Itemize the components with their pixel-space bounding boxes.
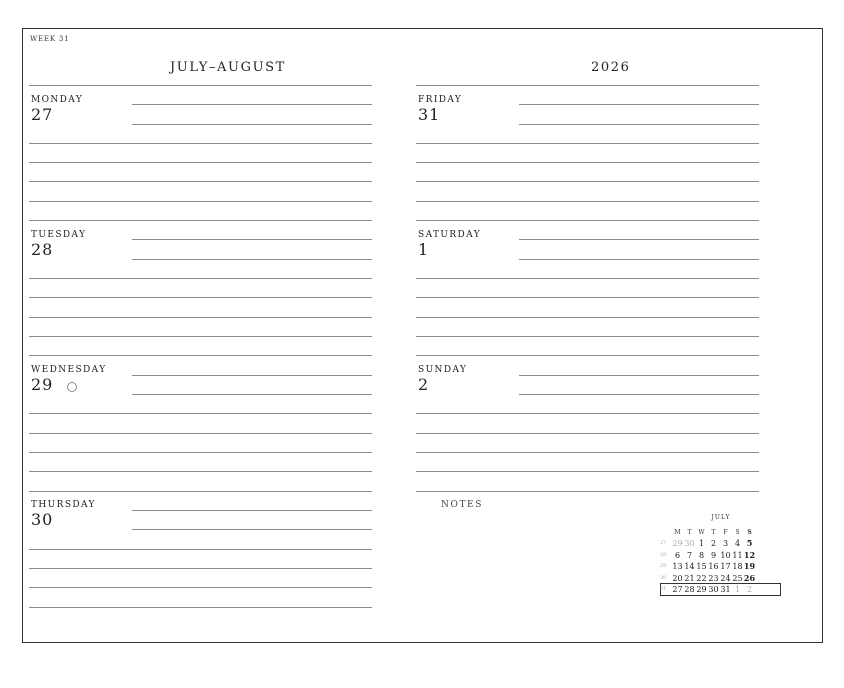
mini-calendar-day: 2 bbox=[746, 585, 753, 594]
weekday-header: S bbox=[747, 529, 752, 536]
day-name: TUESDAY bbox=[31, 230, 87, 240]
mini-calendar-day: 22 bbox=[696, 573, 707, 583]
mini-calendar-day: 7 bbox=[686, 550, 693, 560]
mini-calendar-week-row bbox=[659, 550, 783, 561]
mini-calendar-day: 11 bbox=[732, 550, 743, 560]
mini-calendar-day: 24 bbox=[720, 573, 731, 583]
mini-calendar-week-row bbox=[659, 538, 783, 549]
weekday-header: M bbox=[674, 529, 681, 536]
mini-calendar-day: 30 bbox=[684, 539, 695, 548]
mini-calendar-day: 27 bbox=[672, 585, 683, 594]
mini-calendar-day: 29 bbox=[672, 539, 683, 548]
mini-calendar-week-row bbox=[659, 573, 783, 584]
week-label: WEEK 31 bbox=[30, 35, 70, 43]
mini-calendar-day: 17 bbox=[720, 562, 731, 571]
month-range-title: JULY–AUGUST bbox=[170, 60, 286, 75]
week-number: 27 bbox=[660, 540, 667, 546]
year-title: 2026 bbox=[591, 60, 631, 75]
day-name: FRIDAY bbox=[418, 95, 463, 105]
mini-calendar-day: 21 bbox=[684, 573, 695, 583]
mini-calendar-day: 8 bbox=[698, 550, 705, 560]
mini-calendar-day: 4 bbox=[734, 539, 741, 548]
day-name: MONDAY bbox=[31, 95, 84, 105]
day-number: 29 bbox=[31, 375, 54, 394]
mini-calendar-month: JULY bbox=[711, 514, 731, 521]
mini-calendar-day: 29 bbox=[696, 585, 707, 594]
mini-calendar-day: 14 bbox=[684, 562, 695, 571]
mini-calendar-day: 10 bbox=[720, 550, 731, 560]
mini-calendar-day: 15 bbox=[696, 562, 707, 571]
notes-label: NOTES bbox=[441, 500, 483, 510]
mini-calendar-day: 5 bbox=[746, 538, 753, 548]
mini-calendar-day: 19 bbox=[743, 561, 756, 571]
week-number: 31 bbox=[660, 586, 667, 592]
mini-calendar-day: 1 bbox=[698, 539, 705, 548]
mini-calendar-day: 30 bbox=[708, 585, 719, 594]
week-number: 28 bbox=[660, 551, 667, 558]
mini-calendar-day: 9 bbox=[710, 550, 717, 560]
mini-calendar-day: 6 bbox=[674, 550, 681, 560]
mini-calendar-day: 12 bbox=[743, 549, 756, 560]
day-number: 2 bbox=[418, 375, 430, 394]
mini-calendar-day: 2 bbox=[710, 539, 717, 548]
day-name: SATURDAY bbox=[418, 230, 482, 240]
mini-calendar-week-row bbox=[659, 584, 783, 595]
mini-calendar-day: 25 bbox=[732, 573, 743, 583]
weekday-header: W bbox=[698, 529, 705, 536]
mini-calendar-day: 23 bbox=[708, 573, 719, 583]
day-name: THURSDAY bbox=[31, 500, 96, 510]
mini-calendar-day: 13 bbox=[672, 562, 683, 571]
day-number: 27 bbox=[31, 105, 54, 124]
mini-calendar-day: 26 bbox=[743, 572, 756, 583]
mini-calendar-day: 28 bbox=[684, 585, 695, 594]
mini-calendar-day: 16 bbox=[708, 562, 719, 571]
mini-calendar-week-row bbox=[659, 561, 783, 572]
mini-calendar-day: 18 bbox=[732, 562, 743, 571]
mini-calendar-weekday-row bbox=[659, 527, 783, 538]
mini-calendar-day: 20 bbox=[672, 573, 683, 583]
week-number: 29 bbox=[660, 563, 667, 569]
week-number: 30 bbox=[660, 574, 667, 581]
mini-calendar-day: 31 bbox=[720, 585, 731, 594]
weekday-header: T bbox=[711, 529, 716, 536]
weekday-header: T bbox=[687, 529, 692, 536]
day-name: SUNDAY bbox=[418, 365, 468, 375]
mini-calendar-day: 3 bbox=[722, 539, 729, 548]
first-quarter-moon-icon bbox=[67, 382, 77, 392]
weekday-header: S bbox=[735, 529, 740, 536]
day-name: WEDNESDAY bbox=[31, 365, 107, 375]
day-number: 28 bbox=[31, 240, 54, 259]
day-number: 31 bbox=[418, 105, 441, 124]
day-number: 30 bbox=[31, 510, 54, 529]
mini-calendar-day: 1 bbox=[734, 585, 741, 594]
day-number: 1 bbox=[418, 240, 430, 259]
weekday-header: F bbox=[723, 529, 728, 536]
